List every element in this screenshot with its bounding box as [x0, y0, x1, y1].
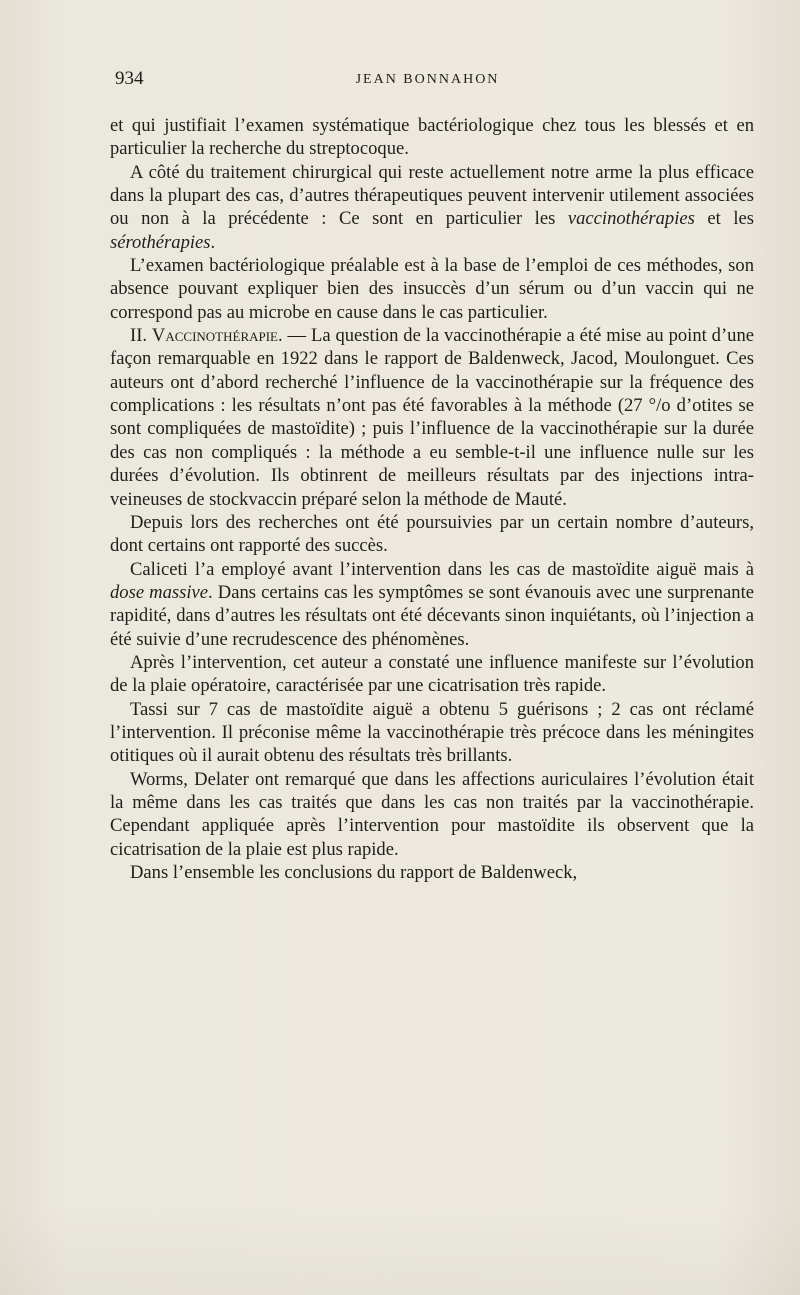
paragraph-caliceti — [110, 558, 754, 651]
author-running-head: JEAN BONNAHON — [355, 72, 500, 87]
paragraph-conclusions: Dans l’ensemble les conclusions du rapport de Baldenweck, — [130, 862, 578, 883]
section-vaccinotherapie — [110, 324, 754, 511]
term-dose-massive: dose massive — [110, 581, 209, 603]
paragraph-therapies-mid: et les — [694, 208, 754, 230]
page-shading — [0, 1205, 800, 1295]
term-serotherapies: sérothérapies — [110, 231, 211, 253]
paragraph-continued: et qui justifiait l’examen systématique bactériologique chez tous les blessés et en particulier la recherche du streptocoque. — [110, 115, 754, 160]
paragraph-worms-delater: Worms, Delater ont remarqué que dans les affections auriculaires l’évolution était la même dans les cas traités que dans les cas non traités par la vaccinothérapie. Cependant appliquée après l’intervention pour mastoïdite ils observent que la cicatrisation de la plaie est plus rapide. — [110, 768, 754, 860]
page-number: 934 — [115, 68, 144, 89]
running-header — [115, 68, 740, 98]
paragraph-apres-intervention: Après l’intervention, cet auteur a constaté une influence manifeste sur l’évolution de la plaie opératoire, caractérisée par une cicatrisation très rapide. — [110, 651, 754, 697]
body-text — [110, 114, 754, 884]
paragraph-therapies-text: A côté du traitement chirurgical qui reste actuellement notre arme la plus efficace dans la plupart des cas, d’autres thérapeutiques peuvent intervenir utilement associées ou non à la précédente : Ce sont en particulier les — [110, 161, 754, 230]
paragraph-caliceti-end: . Dans certains cas les symptômes se sont évanouis avec une surprenante rapidité, dans d’autres les résultats ont été décevants sinon inquiétants, où l’injection a été suivie d’une recrudescence des phénomènes. — [110, 581, 754, 650]
term-vaccinotherapies: vaccinothérapies — [567, 208, 695, 230]
paragraph-research: Depuis lors des recherches ont été poursuivies par un certain nombre d’auteurs, dont certains ont rapporté des succès. — [110, 511, 754, 557]
paragraph-therapies — [110, 161, 754, 254]
section-number: II. — [130, 325, 152, 347]
section-title: Vaccinothérapie. — [151, 325, 283, 347]
paragraph-bacteriology: L’examen bactériologique préalable est à la base de l’emploi de ces méthodes, son absence pouvant expliquer bien des insuccès d’un sérum ou d’un vaccin qui ne correspond pas au microbe en cause dans le cas particulier. — [110, 255, 754, 323]
section-text: — La question de la vaccinothérapie a été mise au point d’une façon remarquable en 1922 dans le rapport de Baldenweck, Jacod, Moulonguet. Ces auteurs ont d’abord recherché l’influence de la vaccinothérapie sur la fréquence des complications : les résultats n’ont pas été favorables à la méthode (27 °/o d’otites se sont compliquées de mastoïdite) ; puis l’influence de la vaccinothérapie sur la durée des cas non compliqués : la méthode a eu semble-t-il une influence nulle sur les durées d’évolution. Ils obtinrent de meilleurs résultats par des injections intra-veineuses de stockvaccin préparé selon la méthode de Mauté. — [110, 325, 754, 510]
paragraph-caliceti-text: Caliceti l’a employé avant l’intervention dans les cas de mastoïdite aiguë mais à — [130, 558, 754, 580]
paragraph-tassi: Tassi sur 7 cas de mastoïdite aiguë a obtenu 5 guérisons ; 2 cas ont réclamé l’intervention. Il préconise même la vaccinothérapie très précoce dans les méningites otitiques où il aurait obtenu des résultats très brillants. — [110, 698, 754, 767]
paragraph-therapies-end: . — [210, 231, 216, 253]
